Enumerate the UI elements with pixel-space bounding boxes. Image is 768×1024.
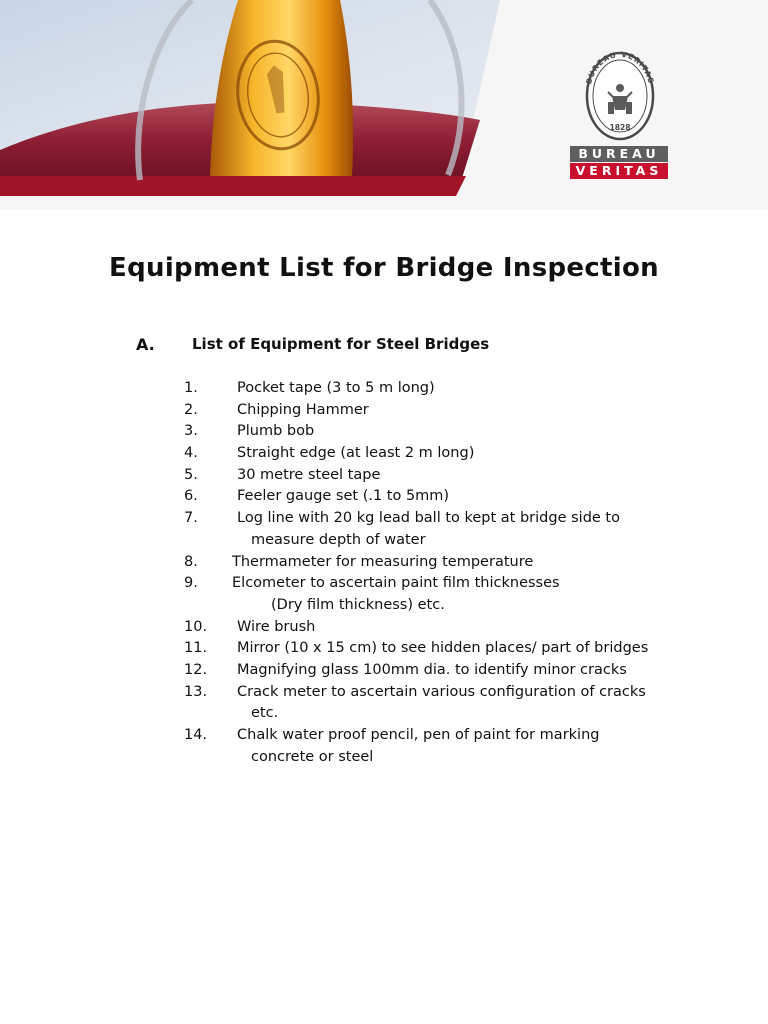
item-text-continued: measure depth of water	[251, 531, 426, 548]
list-item	[0, 727, 768, 749]
list-item	[0, 380, 768, 402]
list-item-continuation	[0, 749, 768, 771]
list-item	[0, 684, 768, 706]
page-title: Equipment List for Bridge Inspection	[109, 253, 659, 283]
item-number: 6.	[184, 488, 198, 505]
list-item-continuation	[0, 532, 768, 554]
item-number: 9.	[184, 575, 198, 592]
item-number: 11.	[184, 640, 208, 657]
item-text: Feeler gauge set (.1 to 5mm)	[237, 488, 450, 505]
list-item-continuation	[0, 597, 768, 619]
list-item-continuation	[0, 705, 768, 727]
list-item	[0, 662, 768, 684]
item-number: 13.	[184, 683, 208, 700]
banner-photo	[0, 0, 500, 200]
item-text: Straight edge (at least 2 m long)	[237, 445, 475, 462]
item-text: Mirror (10 x 15 cm) to see hidden places/ part of bridges	[237, 640, 649, 657]
list-item	[0, 423, 768, 445]
svg-text:BUREAU VERITAS: BUREAU VERITAS	[584, 49, 656, 86]
item-number: 1.	[184, 380, 198, 396]
item-text: Chipping Hammer	[237, 401, 369, 418]
item-number: 2.	[184, 401, 198, 418]
item-number: 3.	[184, 423, 198, 440]
header-banner	[0, 0, 768, 210]
item-text: Crack meter to ascertain various configuration of cracks	[237, 683, 646, 700]
item-text-continued: concrete or steel	[251, 748, 374, 765]
list-item	[0, 467, 768, 489]
logo-word-bureau: BUREAU	[570, 146, 668, 162]
item-text: Thermameter for measuring temperature	[232, 553, 534, 570]
item-number: 5.	[184, 466, 198, 483]
bureau-veritas-logo	[568, 46, 672, 179]
list-item	[0, 575, 768, 597]
item-number: 7.	[184, 510, 198, 527]
item-text: Log line with 20 kg lead ball to kept at bridge side to	[237, 510, 620, 527]
item-text-continued: etc.	[251, 705, 279, 722]
list-item	[0, 445, 768, 467]
item-number: 4.	[184, 445, 198, 462]
item-number: 8.	[184, 553, 198, 570]
list-item	[0, 640, 768, 662]
section-letter: A.	[136, 335, 155, 354]
item-text: 30 metre steel tape	[237, 466, 381, 483]
section-heading-text: List of Equipment for Steel Bridges	[192, 335, 490, 353]
item-text: Chalk water proof pencil, pen of paint for marking	[237, 727, 600, 743]
item-number: 12.	[184, 661, 208, 678]
item-text: Pocket tape (3 to 5 m long)	[237, 380, 435, 396]
item-text: Wire brush	[237, 618, 316, 635]
svg-text:1828: 1828	[609, 123, 631, 132]
item-text-continued: (Dry film thickness) etc.	[271, 596, 445, 613]
item-text: Elcometer to ascertain paint film thicknesses	[232, 575, 560, 592]
list-item	[0, 402, 768, 424]
list-item	[0, 510, 768, 532]
equipment-list	[0, 380, 768, 770]
logo-word-veritas: VERITAS	[570, 163, 668, 179]
seal-icon	[568, 46, 672, 142]
item-text: Magnifying glass 100mm dia. to identify minor cracks	[237, 661, 627, 678]
item-number: 10.	[184, 618, 208, 635]
item-number: 14.	[184, 727, 208, 743]
list-item	[0, 619, 768, 641]
list-item	[0, 554, 768, 576]
item-text: Plumb bob	[237, 423, 315, 440]
list-item	[0, 488, 768, 510]
